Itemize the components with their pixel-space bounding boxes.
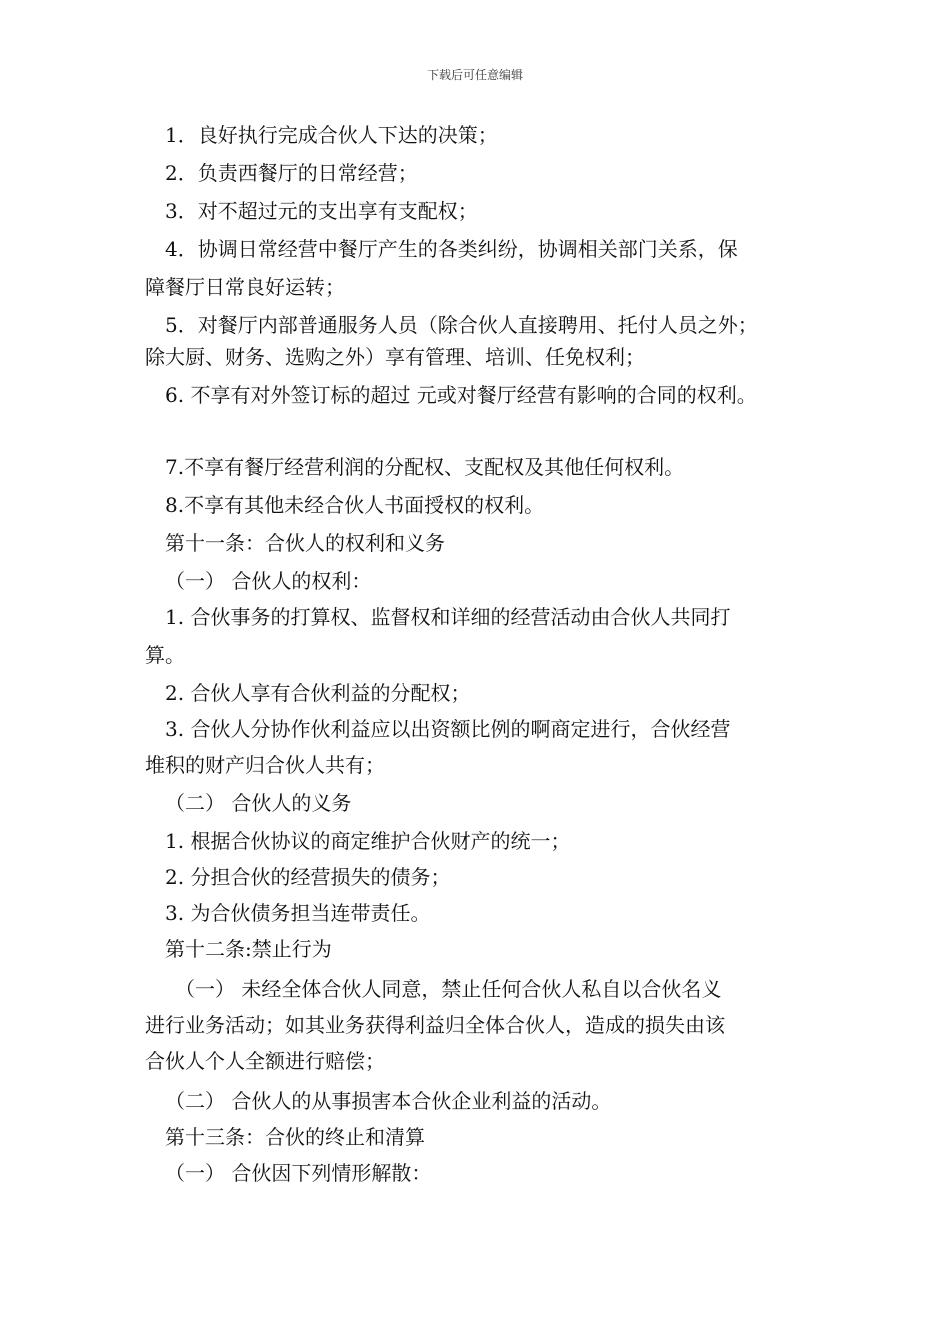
text-line: 2. 合伙人享有合伙利益的分配权； — [165, 681, 471, 705]
text-line: 2. 分担合伙的经营损失的债务； — [165, 865, 451, 889]
subsection-heading: （二） 合伙人的义务 — [165, 791, 352, 815]
section-heading: 第十三条：合伙的终止和清算 — [165, 1125, 425, 1149]
text-line: 除大厨、财务、选购之外）享有管理、培训、任免权利； — [145, 345, 645, 369]
section-heading: 第十二条:禁止行为 — [165, 937, 332, 961]
text-line: （一） 未经全体合伙人同意，禁止任何合伙人私自以合伙名义 — [175, 977, 722, 1001]
text-line: 算。 — [145, 643, 185, 667]
text-line: 进行业务活动；如其业务获得利益归全体合伙人，造成的损失由该 — [145, 1013, 725, 1037]
text-line: 1．良好执行完成合伙人下达的决策； — [165, 123, 498, 147]
text-line: 1. 根据合伙协议的商定维护合伙财产的统一； — [165, 829, 571, 853]
text-line: 4．协调日常经营中餐厅产生的各类纠纷，协调相关部门关系，保 — [165, 237, 738, 261]
subsection-heading: （一） 合伙人的权利： — [165, 569, 372, 593]
text-line: 3. 合伙人分协作伙利益应以出资额比例的啊商定进行，合伙经营 — [165, 717, 731, 741]
text-line: 8.不享有其他未经合伙人书面授权的权利。 — [165, 493, 545, 517]
text-line: 2．负责西餐厅的日常经营； — [165, 161, 418, 185]
text-line: 7.不享有餐厅经营利润的分配权、支配权及其他任何权利。 — [165, 455, 685, 479]
text-line: 6. 不享有对外签订标的超过 元或对餐厅经营有影响的合同的权利。 — [165, 383, 757, 407]
text-line: 5．对餐厅内部普通服务人员（除合伙人直接聘用、托付人员之外； — [165, 313, 758, 337]
text-line: 障餐厅日常良好运转； — [145, 275, 345, 299]
page-header: 下载后可任意编辑 — [426, 68, 523, 82]
text-line: 1. 合伙事务的打算权、监督权和详细的经营活动由合伙人共同打 — [165, 605, 731, 629]
text-line: 3．对不超过元的支出享有支配权； — [165, 199, 478, 223]
text-line: 合伙人个人全额进行赔偿； — [145, 1049, 385, 1073]
section-heading: 第十一条：合伙人的权利和义务 — [165, 531, 445, 555]
text-line: （二） 合伙人的从事损害本合伙企业利益的活动。 — [165, 1089, 612, 1113]
text-line: 堆积的财产归合伙人共有； — [145, 753, 385, 777]
text-line: 3. 为合伙债务担当连带责任。 — [165, 901, 431, 925]
subsection-heading: （一） 合伙因下列情形解散： — [165, 1161, 432, 1185]
